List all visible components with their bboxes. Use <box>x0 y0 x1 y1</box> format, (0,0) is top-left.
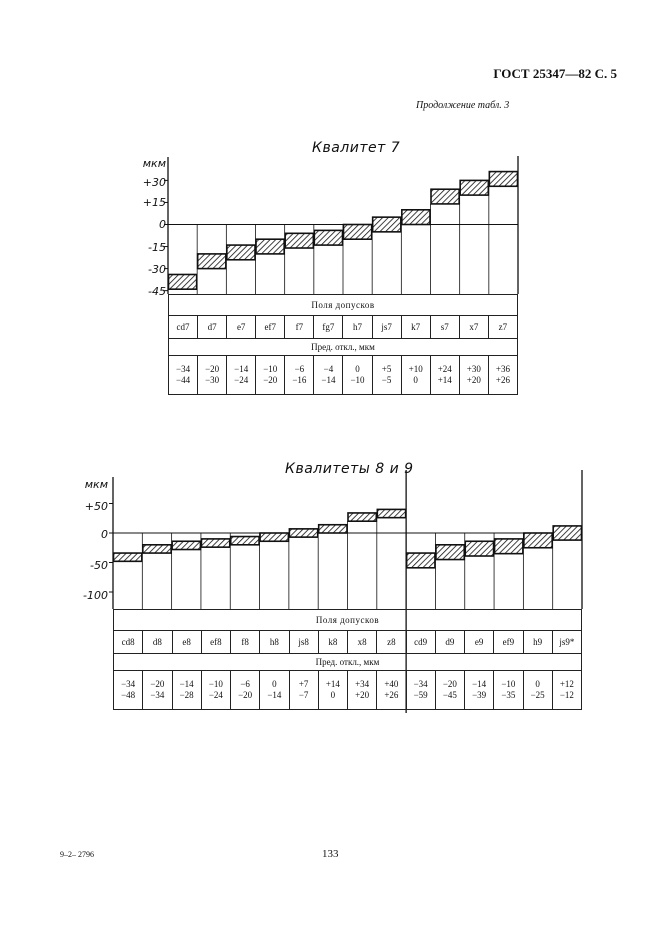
chart2-ytick: -50 <box>90 559 108 572</box>
upper-deviation: −6 <box>294 364 305 374</box>
chart1-tolerance-table <box>168 294 518 395</box>
deviation-cell <box>377 671 406 710</box>
tolerance-field-cell: x7 <box>459 316 488 339</box>
lower-deviation: +20 <box>355 690 370 700</box>
lower-deviation: −34 <box>150 690 165 700</box>
lower-deviation: −12 <box>559 690 574 700</box>
document-header: ГОСТ 25347—82 С. 5 <box>493 66 617 81</box>
tolerance-zone-h7 <box>344 225 372 240</box>
upper-deviation: −4 <box>323 364 334 374</box>
tolerance-field-cell: ef7 <box>256 316 285 339</box>
tolerance-field-cell: z8 <box>377 631 406 654</box>
chart2-unit-label: мкм <box>84 478 108 491</box>
table-header: Поля допусков <box>114 610 582 631</box>
upper-deviation: −14 <box>234 364 249 374</box>
tolerance-zone-cd8 <box>114 553 142 561</box>
tolerance-field-cell: js8 <box>289 631 318 654</box>
tolerance-field-cell: ef8 <box>201 631 230 654</box>
lower-deviation: 0 <box>330 690 336 700</box>
lower-deviation: −7 <box>298 690 309 700</box>
chart2-ytick: +50 <box>84 500 108 513</box>
upper-deviation: −10 <box>208 679 223 689</box>
tolerance-field-cell: d8 <box>143 631 172 654</box>
tolerance-field-cell: s7 <box>430 316 459 339</box>
lower-deviation: +26 <box>495 375 510 385</box>
upper-deviation: 0 <box>535 679 540 689</box>
lower-deviation: −25 <box>530 690 545 700</box>
deviation-cell <box>201 671 230 710</box>
lower-deviation: −28 <box>179 690 194 700</box>
deviation-cell <box>114 671 143 710</box>
chart1-ytick: 0 <box>159 218 166 231</box>
tolerance-field-cell: js7 <box>372 316 401 339</box>
chart1-ytick: -15 <box>148 241 166 254</box>
tolerance-field-cell: cd8 <box>114 631 143 654</box>
chart2-title: Квалитеты 8 и 9 <box>285 461 414 477</box>
tolerance-field-cell: ef9 <box>494 631 523 654</box>
upper-deviation: −10 <box>501 679 516 689</box>
upper-deviation: −6 <box>240 679 250 689</box>
chart1-title: Квалитет 7 <box>312 140 401 156</box>
deviation-cell <box>430 356 459 395</box>
chart1-plot <box>164 156 518 294</box>
tolerance-zone-h9 <box>524 533 552 548</box>
deviation-cell <box>318 671 347 710</box>
lower-deviation: −20 <box>238 690 253 700</box>
tolerance-zone-ef8 <box>201 539 229 547</box>
upper-deviation: −34 <box>413 679 428 689</box>
chart1-ytick: -30 <box>148 263 166 276</box>
tolerance-field-cell: h9 <box>523 631 552 654</box>
tolerance-field-cell: k8 <box>318 631 347 654</box>
tolerance-zone-fg7 <box>314 230 342 245</box>
upper-deviation: +30 <box>466 364 481 374</box>
tolerance-field-cell: z7 <box>488 316 517 339</box>
deviation-cell <box>523 671 552 710</box>
upper-deviation: +10 <box>408 364 423 374</box>
tolerance-field-cell: cd9 <box>406 631 435 654</box>
lower-deviation: −24 <box>234 375 249 385</box>
upper-deviation: −20 <box>150 679 165 689</box>
tolerance-zone-ef9 <box>495 539 523 554</box>
deviation-cell <box>231 671 260 710</box>
tolerance-zone-ef7 <box>256 239 284 254</box>
deviation-cell <box>372 356 401 395</box>
tolerance-field-cell: f7 <box>285 316 314 339</box>
upper-deviation: −14 <box>472 679 487 689</box>
tolerance-zone-x7 <box>460 180 488 195</box>
chart2-ytick: -100 <box>83 589 108 602</box>
tolerance-zone-cd9 <box>407 553 435 568</box>
tolerance-zone-cd7 <box>169 274 197 289</box>
deviation-cell <box>143 671 172 710</box>
lower-deviation: −48 <box>121 690 136 700</box>
lower-deviation: −30 <box>205 375 220 385</box>
tolerance-zone-z8 <box>377 509 405 517</box>
upper-deviation: −10 <box>263 364 278 374</box>
tolerance-zone-k7 <box>402 210 430 225</box>
upper-deviation: −14 <box>179 679 194 689</box>
tolerance-field-cell: h7 <box>343 316 372 339</box>
tolerance-zone-f7 <box>285 233 313 248</box>
page-number: 133 <box>322 848 339 860</box>
tolerance-zone-z7 <box>489 172 517 187</box>
tolerance-zone-js8 <box>289 529 317 537</box>
deviation-cell <box>401 356 430 395</box>
deviation-cell <box>285 356 314 395</box>
lower-deviation: −35 <box>501 690 516 700</box>
lower-deviation: −45 <box>442 690 457 700</box>
upper-deviation: +40 <box>384 679 399 689</box>
upper-deviation: −20 <box>205 364 220 374</box>
lower-deviation: −10 <box>350 375 365 385</box>
upper-deviation: +7 <box>298 679 309 689</box>
upper-deviation: +34 <box>355 679 370 689</box>
tolerance-field-cell: cd7 <box>169 316 198 339</box>
deviation-cell <box>314 356 343 395</box>
tolerance-field-cell: fg7 <box>314 316 343 339</box>
tolerance-field-cell: e7 <box>227 316 256 339</box>
deviation-cell <box>227 356 256 395</box>
upper-deviation: −34 <box>176 364 191 374</box>
tolerance-zone-e9 <box>465 541 493 556</box>
tolerance-zone-d7 <box>198 254 226 269</box>
upper-deviation: 0 <box>355 364 360 374</box>
lower-deviation: +14 <box>437 375 452 385</box>
lower-deviation: +26 <box>384 690 399 700</box>
deviation-cell <box>256 356 285 395</box>
tolerance-zone-e8 <box>172 541 200 549</box>
tolerance-field-cell: k7 <box>401 316 430 339</box>
chart2-tolerance-table <box>113 609 582 710</box>
deviation-cell <box>459 356 488 395</box>
tolerance-field-cell: js9* <box>552 631 581 654</box>
deviation-cell <box>552 671 581 710</box>
tolerance-field-cell: e9 <box>465 631 494 654</box>
lower-deviation: 0 <box>413 375 418 385</box>
lower-deviation: −14 <box>267 690 282 700</box>
tolerance-zone-js9 <box>553 526 581 540</box>
tolerance-zone-d9 <box>436 545 464 560</box>
deviation-cell <box>406 671 435 710</box>
deviation-cell <box>260 671 289 710</box>
tolerance-zone-js7 <box>373 217 401 232</box>
tolerance-zone-h8 <box>260 533 288 541</box>
tolerance-field-cell: e8 <box>172 631 201 654</box>
lower-deviation: −44 <box>176 375 191 385</box>
deviation-cell <box>435 671 464 710</box>
tolerance-field-cell: x8 <box>348 631 377 654</box>
deviation-cell <box>465 671 494 710</box>
upper-deviation: −34 <box>121 679 136 689</box>
tolerance-zone-k8 <box>319 525 347 533</box>
lower-deviation: +20 <box>466 375 481 385</box>
deviation-cell <box>172 671 201 710</box>
deviation-cell <box>494 671 523 710</box>
lower-deviation: −24 <box>208 690 223 700</box>
upper-deviation: +5 <box>381 364 392 374</box>
deviation-cell <box>343 356 372 395</box>
deviation-cell <box>488 356 517 395</box>
tolerance-zone-e7 <box>227 245 255 260</box>
chart1-ytick: +15 <box>142 196 166 209</box>
deviation-cell <box>198 356 227 395</box>
tolerance-zone-x8 <box>348 513 376 521</box>
lower-deviation: −5 <box>381 375 392 385</box>
tolerance-field-cell: f8 <box>231 631 260 654</box>
table-continuation-note: Продолжение табл. 3 <box>416 100 510 111</box>
deviation-cell <box>169 356 198 395</box>
lower-deviation: −20 <box>263 375 278 385</box>
tolerance-field-cell: d7 <box>198 316 227 339</box>
chart1-ytick: -45 <box>148 285 166 298</box>
deviation-cell <box>289 671 318 710</box>
tolerance-field-cell: h8 <box>260 631 289 654</box>
tolerance-zone-s7 <box>431 189 459 204</box>
table-header: Поля допусков <box>169 295 518 316</box>
upper-deviation: +14 <box>325 679 340 689</box>
chart1-unit-label: мкм <box>142 157 166 170</box>
tolerance-zone-f8 <box>231 537 259 545</box>
upper-deviation: 0 <box>272 679 277 689</box>
footer-print-code: 9–2– 2796 <box>60 850 94 859</box>
lower-deviation: −59 <box>413 690 428 700</box>
tolerance-zone-d8 <box>143 545 171 553</box>
lower-deviation: −14 <box>321 375 336 385</box>
upper-deviation: −20 <box>442 679 457 689</box>
table-subheader: Пред. откл., мкм <box>169 339 518 356</box>
table-subheader: Пред. откл., мкм <box>114 654 582 671</box>
lower-deviation: −16 <box>292 375 307 385</box>
upper-deviation: +36 <box>495 364 510 374</box>
lower-deviation: −39 <box>472 690 487 700</box>
chart2-ytick: 0 <box>101 528 108 541</box>
upper-deviation: +24 <box>437 364 452 374</box>
upper-deviation: +12 <box>559 679 574 689</box>
tolerance-field-cell: d9 <box>435 631 464 654</box>
chart1-ytick: +30 <box>142 176 166 189</box>
deviation-cell <box>348 671 377 710</box>
